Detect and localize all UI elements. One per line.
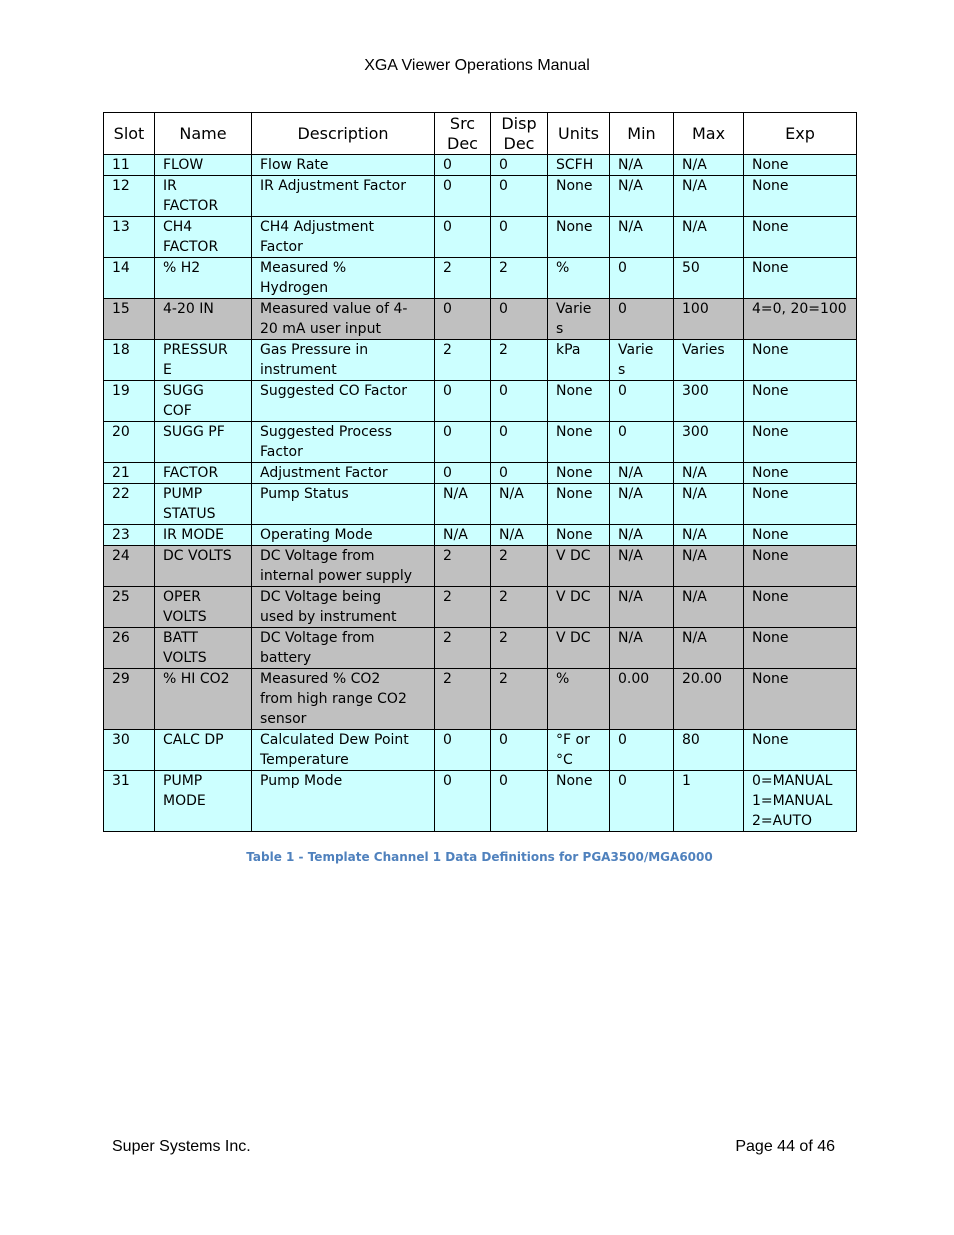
cell-src-dec: 0 [435,217,491,258]
cell-slot: 23 [104,525,155,546]
cell-max: N/A [674,587,744,628]
cell-description: CH4 Adjustment Factor [252,217,435,258]
table-row [104,299,857,340]
col-header-slot: Slot [104,113,155,155]
cell-exp: 0=MANUAL 1=MANUAL 2=AUTO [744,771,857,832]
cell-max: N/A [674,217,744,258]
cell-src-dec: 0 [435,771,491,832]
cell-units: None [548,217,610,258]
table-row [104,422,857,463]
page-header-title: XGA Viewer Operations Manual [364,57,590,74]
cell-slot: 12 [104,176,155,217]
cell-slot: 11 [104,155,155,176]
cell-disp-dec: 2 [491,546,548,587]
cell-exp: None [744,176,857,217]
table-row [104,155,857,176]
cell-description: DC Voltage from internal power supply [252,546,435,587]
cell-max: 1 [674,771,744,832]
cell-name: SUGG COF [155,381,252,422]
cell-disp-dec: N/A [491,484,548,525]
cell-disp-dec: N/A [491,525,548,546]
col-header-name: Name [155,113,252,155]
cell-name: SUGG PF [155,422,252,463]
cell-description: DC Voltage from battery [252,628,435,669]
col-header-disp-dec: Disp Dec [491,113,548,155]
cell-slot: 31 [104,771,155,832]
col-header-units: Units [548,113,610,155]
cell-units: None [548,176,610,217]
cell-description: Gas Pressure in instrument [252,340,435,381]
cell-units: kPa [548,340,610,381]
cell-description: Measured % CO2 from high range CO2 sensor [252,669,435,730]
cell-disp-dec: 2 [491,258,548,299]
cell-src-dec: 0 [435,463,491,484]
cell-disp-dec: 0 [491,176,548,217]
cell-disp-dec: 2 [491,628,548,669]
cell-description: Suggested CO Factor [252,381,435,422]
cell-src-dec: 0 [435,176,491,217]
cell-name: PRESSUR E [155,340,252,381]
cell-slot: 19 [104,381,155,422]
cell-min: 0 [610,730,674,771]
cell-name: FLOW [155,155,252,176]
cell-units: % [548,258,610,299]
cell-max: 80 [674,730,744,771]
cell-min: N/A [610,155,674,176]
cell-min: N/A [610,176,674,217]
cell-name: CALC DP [155,730,252,771]
footer-company: Super Systems Inc. [112,1138,251,1155]
cell-name: PUMP MODE [155,771,252,832]
table-row [104,587,857,628]
cell-min: 0.00 [610,669,674,730]
cell-slot: 18 [104,340,155,381]
cell-max: N/A [674,546,744,587]
table-row [104,525,857,546]
cell-min: N/A [610,217,674,258]
cell-max: N/A [674,463,744,484]
cell-exp: None [744,587,857,628]
cell-src-dec: 2 [435,546,491,587]
cell-units: None [548,381,610,422]
table-row [104,176,857,217]
col-header-description: Description [252,113,435,155]
cell-exp: None [744,381,857,422]
footer-page-number: Page 44 of 46 [735,1138,835,1155]
cell-name: OPER VOLTS [155,587,252,628]
cell-exp: 4=0, 20=100 [744,299,857,340]
table-row [104,730,857,771]
cell-exp: None [744,525,857,546]
cell-max: 300 [674,422,744,463]
cell-description: Flow Rate [252,155,435,176]
cell-min: 0 [610,299,674,340]
cell-disp-dec: 2 [491,340,548,381]
table-row [104,546,857,587]
data-definitions-table [103,112,857,832]
cell-max: N/A [674,176,744,217]
cell-max: N/A [674,155,744,176]
cell-min: 0 [610,771,674,832]
cell-src-dec: 2 [435,669,491,730]
table-row [104,381,857,422]
cell-exp: None [744,422,857,463]
cell-min: N/A [610,628,674,669]
cell-slot: 14 [104,258,155,299]
cell-exp: None [744,484,857,525]
cell-name: BATT VOLTS [155,628,252,669]
table-caption: Table 1 - Template Channel 1 Data Definitions for PGA3500/MGA6000 [246,850,713,864]
cell-exp: None [744,217,857,258]
cell-disp-dec: 0 [491,299,548,340]
cell-max: 300 [674,381,744,422]
cell-slot: 22 [104,484,155,525]
cell-min: N/A [610,525,674,546]
cell-name: 4-20 IN [155,299,252,340]
cell-slot: 15 [104,299,155,340]
cell-units: SCFH [548,155,610,176]
cell-description: Operating Mode [252,525,435,546]
cell-units: None [548,484,610,525]
table-row [104,669,857,730]
cell-min: N/A [610,484,674,525]
cell-slot: 13 [104,217,155,258]
cell-max: N/A [674,484,744,525]
table-body [104,155,857,832]
cell-description: DC Voltage being used by instrument [252,587,435,628]
cell-name: % H2 [155,258,252,299]
cell-slot: 26 [104,628,155,669]
cell-min: 0 [610,258,674,299]
cell-max: N/A [674,525,744,546]
cell-description: Pump Mode [252,771,435,832]
cell-min: N/A [610,463,674,484]
cell-src-dec: 0 [435,730,491,771]
cell-slot: 29 [104,669,155,730]
table-row [104,340,857,381]
cell-exp: None [744,669,857,730]
cell-disp-dec: 0 [491,422,548,463]
cell-src-dec: 0 [435,422,491,463]
cell-exp: None [744,258,857,299]
cell-src-dec: N/A [435,525,491,546]
cell-units: None [548,525,610,546]
cell-min: 0 [610,422,674,463]
cell-description: Measured value of 4- 20 mA user input [252,299,435,340]
cell-exp: None [744,628,857,669]
cell-src-dec: 0 [435,299,491,340]
cell-units: °F or °C [548,730,610,771]
cell-units: None [548,771,610,832]
cell-name: DC VOLTS [155,546,252,587]
cell-slot: 21 [104,463,155,484]
cell-description: Measured % Hydrogen [252,258,435,299]
cell-units: V DC [548,628,610,669]
cell-units: V DC [548,587,610,628]
table-row [104,217,857,258]
cell-slot: 24 [104,546,155,587]
cell-disp-dec: 0 [491,463,548,484]
cell-exp: None [744,463,857,484]
cell-exp: None [744,340,857,381]
cell-disp-dec: 0 [491,155,548,176]
col-header-exp: Exp [744,113,857,155]
col-header-src-dec: Src Dec [435,113,491,155]
cell-name: FACTOR [155,463,252,484]
cell-src-dec: N/A [435,484,491,525]
cell-disp-dec: 0 [491,217,548,258]
cell-disp-dec: 2 [491,587,548,628]
table-header-row [104,113,857,155]
cell-exp: None [744,155,857,176]
cell-src-dec: 2 [435,628,491,669]
cell-disp-dec: 0 [491,771,548,832]
cell-min: N/A [610,587,674,628]
cell-slot: 20 [104,422,155,463]
table-row [104,484,857,525]
col-header-min: Min [610,113,674,155]
cell-units: % [548,669,610,730]
cell-name: CH4 FACTOR [155,217,252,258]
cell-name: IR MODE [155,525,252,546]
cell-src-dec: 2 [435,258,491,299]
cell-min: N/A [610,546,674,587]
cell-slot: 25 [104,587,155,628]
cell-description: Adjustment Factor [252,463,435,484]
cell-max: 100 [674,299,744,340]
col-header-max: Max [674,113,744,155]
table-row [104,258,857,299]
cell-name: IR FACTOR [155,176,252,217]
cell-description: IR Adjustment Factor [252,176,435,217]
cell-units: Varie s [548,299,610,340]
table-row [104,463,857,484]
cell-description: Suggested Process Factor [252,422,435,463]
cell-min: 0 [610,381,674,422]
cell-exp: None [744,730,857,771]
cell-disp-dec: 0 [491,381,548,422]
cell-exp: None [744,546,857,587]
cell-name: PUMP STATUS [155,484,252,525]
cell-units: None [548,422,610,463]
cell-max: 20.00 [674,669,744,730]
cell-max: Varies [674,340,744,381]
cell-src-dec: 0 [435,381,491,422]
cell-src-dec: 2 [435,340,491,381]
cell-disp-dec: 2 [491,669,548,730]
cell-units: V DC [548,546,610,587]
cell-src-dec: 0 [435,155,491,176]
table-row [104,628,857,669]
cell-max: 50 [674,258,744,299]
cell-description: Pump Status [252,484,435,525]
cell-name: % HI CO2 [155,669,252,730]
table-row [104,771,857,832]
cell-max: N/A [674,628,744,669]
cell-units: None [548,463,610,484]
cell-slot: 30 [104,730,155,771]
cell-description: Calculated Dew Point Temperature [252,730,435,771]
cell-disp-dec: 0 [491,730,548,771]
cell-min: Varie s [610,340,674,381]
cell-src-dec: 2 [435,587,491,628]
